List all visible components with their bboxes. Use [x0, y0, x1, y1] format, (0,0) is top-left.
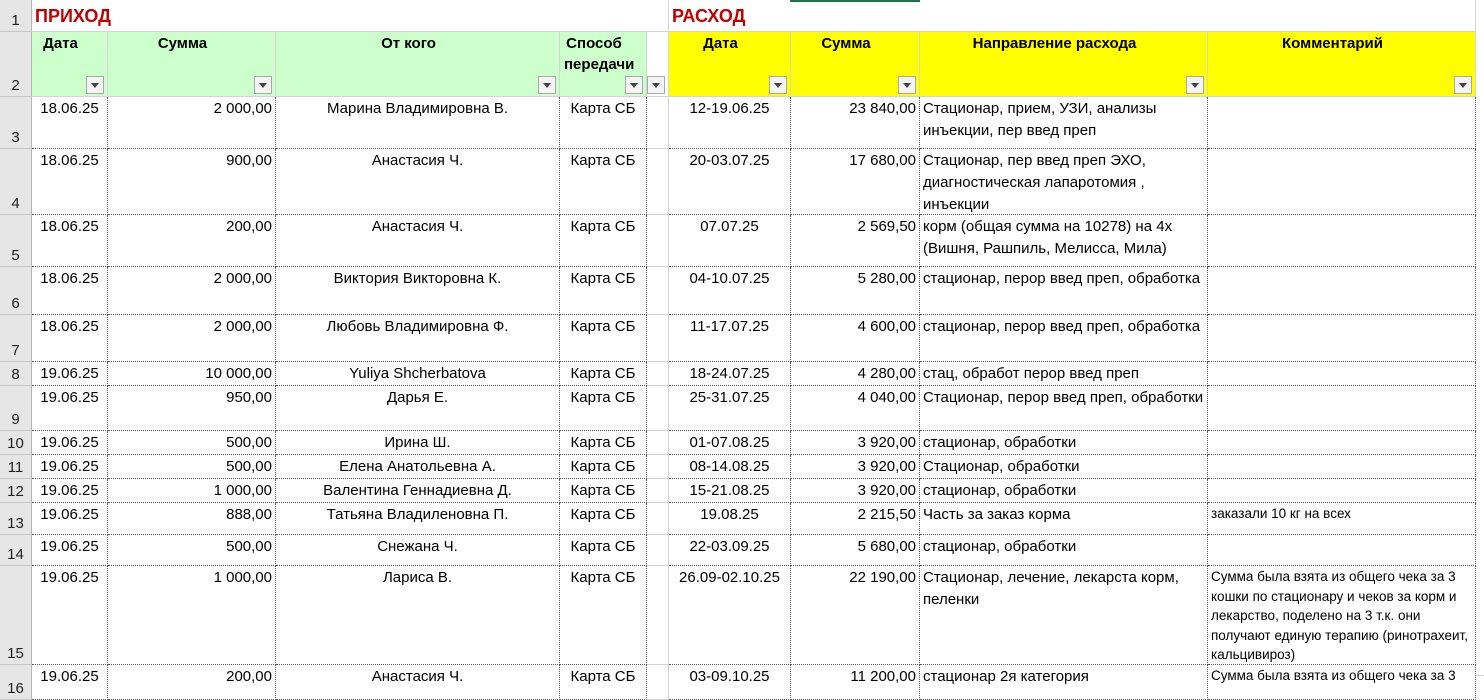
header-label: Сумма: [821, 35, 871, 52]
row-header[interactable]: 11: [0, 455, 32, 479]
income-cell-date[interactable]: 19.06.25: [32, 362, 108, 386]
row-header[interactable]: 2: [0, 32, 32, 97]
income-cell-date[interactable]: 18.06.25: [32, 315, 108, 362]
expense-cell-date[interactable]: 12-19.06.25: [669, 97, 791, 149]
income-cell-method[interactable]: Карта СБ: [560, 535, 647, 566]
expense-cell-sum[interactable]: 5 280,00: [791, 267, 920, 315]
row-header[interactable]: 16: [0, 665, 32, 700]
empty-cell[interactable]: [647, 362, 669, 386]
income-cell-method[interactable]: Карта СБ: [560, 455, 647, 479]
income-cell-date[interactable]: 18.06.25: [32, 149, 108, 215]
row-header[interactable]: 12: [0, 479, 32, 503]
filter-dropdown-icon[interactable]: [538, 76, 556, 94]
income-cell-date[interactable]: 19.06.25: [32, 665, 108, 700]
row-header[interactable]: 7: [0, 315, 32, 362]
expense-cell-date[interactable]: 01-07.08.25: [669, 431, 791, 455]
header-label: Сумма: [157, 35, 208, 52]
expense-cell-sum[interactable]: 23 840,00: [791, 97, 920, 149]
expense-cell-sum[interactable]: 2 569,50: [791, 215, 920, 267]
income-cell-method[interactable]: Карта СБ: [560, 503, 647, 535]
header-label: Комментарий: [1281, 35, 1383, 52]
expense-cell-purpose[interactable]: Стационар, лечение, лекарста корм, пеленки: [920, 566, 1208, 665]
income-cell-from[interactable]: Валентина Геннадиевна Д.: [276, 479, 560, 503]
expense-cell-date[interactable]: 19.08.25: [669, 503, 791, 535]
income-cell-date[interactable]: 18.06.25: [32, 97, 108, 149]
income-cell-sum[interactable]: 2 000,00: [108, 97, 276, 149]
header-label: Дата: [703, 35, 738, 52]
row-header[interactable]: 10: [0, 431, 32, 455]
row-header[interactable]: 9: [0, 386, 32, 431]
income-cell-sum[interactable]: 200,00: [108, 215, 276, 267]
filter-dropdown-icon[interactable]: [625, 76, 643, 94]
income-cell-from[interactable]: Анастасия Ч.: [276, 149, 560, 215]
income-header-from[interactable]: [276, 32, 560, 97]
expense-cell-purpose[interactable]: Стационар, перор введ преп, обработки: [920, 386, 1208, 431]
income-cell-method[interactable]: Карта СБ: [560, 362, 647, 386]
income-cell-sum[interactable]: 900,00: [108, 149, 276, 215]
row-header[interactable]: 3: [0, 97, 32, 149]
row-header[interactable]: 1: [0, 0, 32, 32]
empty-cell[interactable]: [647, 665, 669, 700]
expense-cell-date[interactable]: 26.09-02.10.25: [669, 566, 791, 665]
empty-cell[interactable]: [647, 32, 669, 97]
expense-cell-sum[interactable]: 3 920,00: [791, 479, 920, 503]
expense-cell-sum[interactable]: 3 920,00: [791, 455, 920, 479]
filter-dropdown-icon[interactable]: [1454, 76, 1472, 94]
income-cell-sum[interactable]: 888,00: [108, 503, 276, 535]
empty-cell[interactable]: [647, 503, 669, 535]
empty-cell[interactable]: [647, 455, 669, 479]
income-cell-date[interactable]: 18.06.25: [32, 267, 108, 315]
expense-cell-sum[interactable]: 4 280,00: [791, 362, 920, 386]
expense-cell-purpose[interactable]: стационар 2я категория: [920, 665, 1208, 700]
row-header[interactable]: 8: [0, 362, 32, 386]
expense-cell-sum[interactable]: 4 600,00: [791, 315, 920, 362]
income-header-sum[interactable]: [108, 32, 276, 97]
empty-cell[interactable]: [647, 566, 669, 665]
expense-cell-sum[interactable]: 2 215,50: [791, 503, 920, 535]
income-cell-sum[interactable]: 500,00: [108, 535, 276, 566]
expense-title[interactable]: РАСХОД: [669, 0, 1476, 32]
expense-cell-comment[interactable]: [1208, 362, 1476, 386]
expense-cell-purpose[interactable]: стационар, перор введ преп, обработка: [920, 267, 1208, 315]
empty-cell[interactable]: [647, 215, 669, 267]
row-header[interactable]: 4: [0, 149, 32, 215]
income-cell-from[interactable]: Лариса В.: [276, 566, 560, 665]
income-cell-from[interactable]: Виктория Викторовна К.: [276, 267, 560, 315]
expense-cell-purpose[interactable]: стационар, перор введ преп, обработка: [920, 315, 1208, 362]
filter-dropdown-icon[interactable]: [254, 76, 272, 94]
expense-cell-date[interactable]: 18-24.07.25: [669, 362, 791, 386]
income-cell-from[interactable]: Ирина Ш.: [276, 431, 560, 455]
income-cell-date[interactable]: 19.06.25: [32, 386, 108, 431]
income-cell-date[interactable]: 19.06.25: [32, 566, 108, 665]
expense-cell-purpose[interactable]: стационар, обработки: [920, 479, 1208, 503]
empty-cell[interactable]: [647, 315, 669, 362]
income-cell-sum[interactable]: 1 000,00: [108, 479, 276, 503]
header-label: Способ передачи: [564, 35, 635, 73]
expense-cell-purpose[interactable]: Часть за заказ корма: [920, 503, 1208, 535]
income-cell-date[interactable]: 18.06.25: [32, 215, 108, 267]
filter-dropdown-icon[interactable]: [1186, 76, 1204, 94]
empty-cell[interactable]: [647, 386, 669, 431]
income-cell-from[interactable]: Марина Владимировна В.: [276, 97, 560, 149]
expense-cell-sum[interactable]: 4 040,00: [791, 386, 920, 431]
expense-cell-sum[interactable]: 22 190,00: [791, 566, 920, 665]
expense-cell-purpose[interactable]: стационар, обработки: [920, 431, 1208, 455]
income-cell-method[interactable]: Карта СБ: [560, 149, 647, 215]
expense-cell-comment[interactable]: [1208, 149, 1476, 215]
filter-dropdown-icon[interactable]: [647, 76, 665, 94]
row-header[interactable]: 13: [0, 503, 32, 535]
income-cell-date[interactable]: 19.06.25: [32, 455, 108, 479]
expense-cell-sum[interactable]: 11 200,00: [791, 665, 920, 700]
income-cell-sum[interactable]: 1 000,00: [108, 566, 276, 665]
expense-header-comment[interactable]: [1208, 32, 1476, 97]
expense-cell-date[interactable]: 11-17.07.25: [669, 315, 791, 362]
expense-cell-date[interactable]: 22-03.09.25: [669, 535, 791, 566]
empty-cell[interactable]: [647, 535, 669, 566]
expense-cell-comment[interactable]: [1208, 267, 1476, 315]
header-label: Дата: [43, 35, 78, 52]
expense-header-purpose[interactable]: [920, 32, 1208, 97]
expense-cell-sum[interactable]: 17 680,00: [791, 149, 920, 215]
income-cell-from[interactable]: Анастасия Ч.: [276, 665, 560, 700]
expense-cell-comment[interactable]: [1208, 315, 1476, 362]
row-header[interactable]: 14: [0, 535, 32, 566]
income-cell-from[interactable]: Елена Анатольевна А.: [276, 455, 560, 479]
income-cell-sum[interactable]: 10 000,00: [108, 362, 276, 386]
expense-cell-purpose[interactable]: стационар, обработки: [920, 535, 1208, 566]
empty-cell[interactable]: [647, 267, 669, 315]
income-cell-method[interactable]: Карта СБ: [560, 315, 647, 362]
expense-cell-comment[interactable]: Сумма была взята из общего чека за 3 кошки по стационару и чеков за корм и лекарство, поделено на 3 т.к. они получают единую терапию (ринотрахеит, кальцивироз): [1208, 566, 1476, 665]
empty-cell[interactable]: [647, 479, 669, 503]
income-cell-from[interactable]: Татьяна Владиленовна П.: [276, 503, 560, 535]
income-cell-from[interactable]: Дарья Е.: [276, 386, 560, 431]
income-cell-method[interactable]: Карта СБ: [560, 97, 647, 149]
empty-cell[interactable]: [647, 0, 669, 32]
expense-cell-sum[interactable]: 5 680,00: [791, 535, 920, 566]
expense-header-date[interactable]: [669, 32, 791, 97]
income-cell-method[interactable]: Карта СБ: [560, 431, 647, 455]
expense-cell-comment[interactable]: [1208, 479, 1476, 503]
expense-cell-date[interactable]: 07.07.25: [669, 215, 791, 267]
empty-cell[interactable]: [1476, 0, 1484, 676]
income-cell-from[interactable]: Yuliya Shcherbatova: [276, 362, 560, 386]
empty-cell[interactable]: [647, 431, 669, 455]
income-cell-method[interactable]: Карта СБ: [560, 215, 647, 267]
income-cell-method[interactable]: Карта СБ: [560, 386, 647, 431]
filter-dropdown-icon[interactable]: [898, 76, 916, 94]
expense-cell-comment[interactable]: [1208, 386, 1476, 431]
expense-cell-date[interactable]: 15-21.08.25: [669, 479, 791, 503]
expense-cell-date[interactable]: 04-10.07.25: [669, 267, 791, 315]
expense-cell-purpose[interactable]: Стационар, прием, УЗИ, анализы инъекции, пер введ преп: [920, 97, 1208, 149]
expense-cell-comment[interactable]: [1208, 455, 1476, 479]
expense-cell-purpose[interactable]: стац, обработ перор введ преп: [920, 362, 1208, 386]
header-label: Направление расхода: [972, 35, 1137, 52]
income-cell-from[interactable]: Любовь Владимировна Ф.: [276, 315, 560, 362]
income-cell-method[interactable]: Карта СБ: [560, 665, 647, 700]
expense-cell-comment[interactable]: [1208, 215, 1476, 267]
expense-cell-comment[interactable]: заказали 10 кг на всех: [1208, 503, 1476, 535]
income-cell-method[interactable]: Карта СБ: [560, 566, 647, 665]
income-header-date[interactable]: [32, 32, 108, 97]
empty-cell[interactable]: [647, 149, 669, 215]
income-cell-method[interactable]: Карта СБ: [560, 267, 647, 315]
income-cell-date[interactable]: 19.06.25: [32, 431, 108, 455]
income-cell-date[interactable]: 19.06.25: [32, 503, 108, 535]
filter-dropdown-icon[interactable]: [86, 76, 104, 94]
row-header[interactable]: 6: [0, 267, 32, 315]
row-header[interactable]: 5: [0, 215, 32, 267]
income-cell-method[interactable]: Карта СБ: [560, 479, 647, 503]
expense-cell-comment[interactable]: [1208, 97, 1476, 149]
expense-header-sum[interactable]: [791, 32, 920, 97]
expense-cell-comment[interactable]: [1208, 535, 1476, 566]
income-cell-date[interactable]: 19.06.25: [32, 535, 108, 566]
header-label: От кого: [381, 35, 436, 52]
expense-cell-sum[interactable]: 3 920,00: [791, 431, 920, 455]
income-cell-sum[interactable]: 500,00: [108, 431, 276, 455]
expense-cell-date[interactable]: 25-31.07.25: [669, 386, 791, 431]
expense-cell-date[interactable]: 08-14.08.25: [669, 455, 791, 479]
income-title[interactable]: ПРИХОД: [32, 0, 647, 32]
expense-cell-date[interactable]: 03-09.10.25: [669, 665, 791, 700]
row-header[interactable]: 15: [0, 566, 32, 665]
filter-dropdown-icon[interactable]: [769, 76, 787, 94]
income-cell-sum[interactable]: 500,00: [108, 455, 276, 479]
expense-cell-comment[interactable]: Сумма была взята из общего чека за 3: [1208, 665, 1476, 700]
income-cell-sum[interactable]: 2 000,00: [108, 315, 276, 362]
income-cell-sum[interactable]: 2 000,00: [108, 267, 276, 315]
income-cell-date[interactable]: 19.06.25: [32, 479, 108, 503]
income-header-method[interactable]: [560, 32, 647, 97]
income-cell-from[interactable]: Снежана Ч.: [276, 535, 560, 566]
income-cell-sum[interactable]: 950,00: [108, 386, 276, 431]
income-cell-sum[interactable]: 200,00: [108, 665, 276, 700]
expense-cell-purpose[interactable]: Стационар, обработки: [920, 455, 1208, 479]
expense-cell-purpose[interactable]: Стационар, пер введ преп ЭХО, диагностическая лапаротомия , инъекции: [920, 149, 1208, 215]
expense-cell-purpose[interactable]: корм (общая сумма на 10278) на 4х (Вишня, Рашпиль, Мелисса, Мила): [920, 215, 1208, 267]
expense-cell-date[interactable]: 20-03.07.25: [669, 149, 791, 215]
income-cell-from[interactable]: Анастасия Ч.: [276, 215, 560, 267]
empty-cell[interactable]: [647, 97, 669, 149]
expense-cell-comment[interactable]: [1208, 431, 1476, 455]
